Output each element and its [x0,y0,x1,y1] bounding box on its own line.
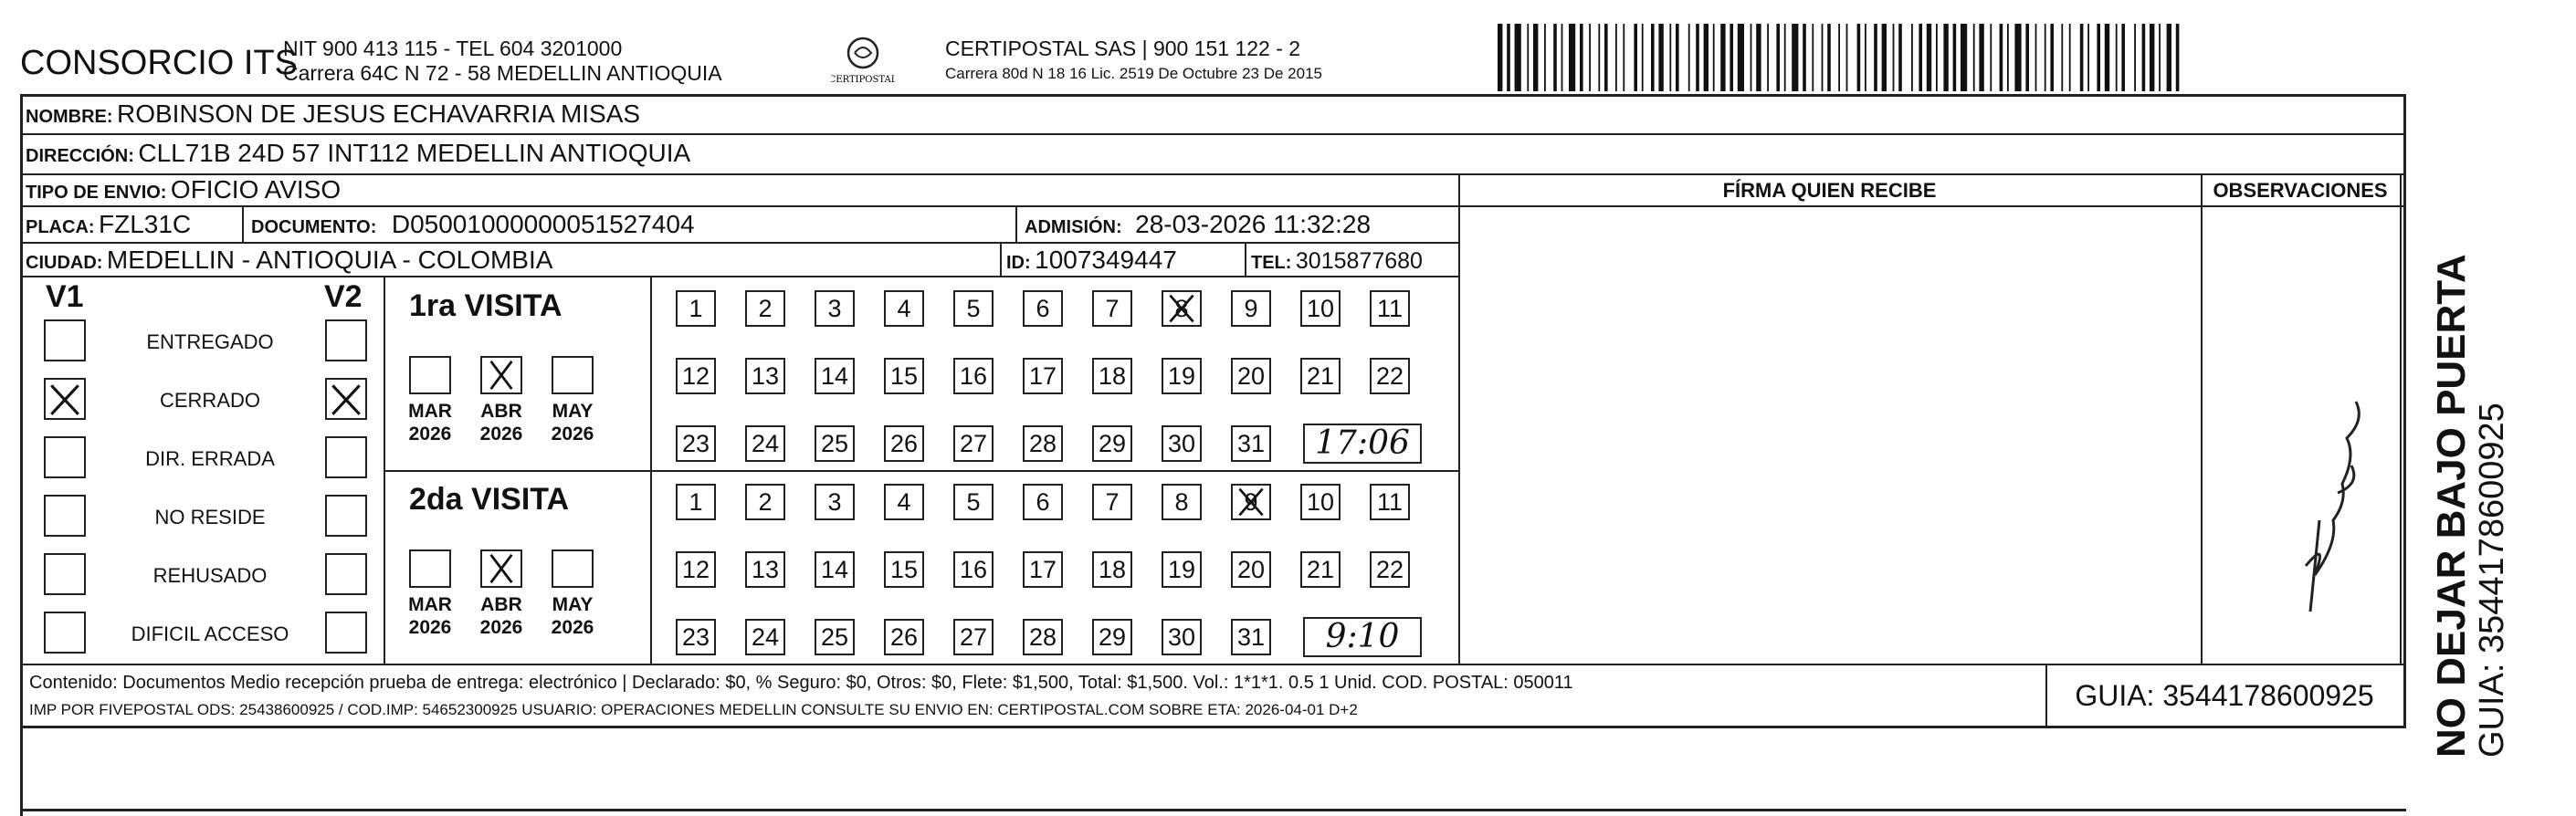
day-box[interactable] [1092,290,1132,327]
day-number: 9 [1244,488,1258,516]
visit2-title: 2da VISITA [409,482,570,517]
day-number: 7 [1105,295,1120,322]
day-number: 28 [1028,430,1057,457]
day-box[interactable] [815,358,855,394]
day-box[interactable] [745,619,785,655]
day-box[interactable] [1370,290,1410,327]
day-box[interactable] [1370,551,1410,588]
day-x-mark [1163,292,1200,325]
day-number: 29 [1098,430,1127,457]
visit1-title: 1ra VISITA [409,288,563,323]
month-checkbox[interactable] [480,356,522,394]
day-number: 27 [959,430,988,457]
day-box[interactable] [884,619,924,655]
check-x-mark [46,380,84,418]
day-number: 8 [1174,295,1189,322]
month-name: ABR [480,594,522,615]
day-number: 22 [1375,556,1404,583]
side-guia-number: GUIA: 3544178600925 [2473,403,2511,758]
day-box[interactable] [1023,484,1063,520]
day-box[interactable] [1162,551,1202,588]
day-box[interactable] [815,551,855,588]
day-box[interactable] [1023,619,1063,655]
day-number: 23 [681,623,710,651]
day-number: 21 [1306,362,1335,390]
month-year: 2026 [551,424,594,445]
guia-box: GUIA: 3544178600925 [2075,679,2374,712]
day-box[interactable] [745,484,785,520]
status-label: REHUSADO [152,564,268,587]
status-v1-checkbox[interactable] [44,612,86,654]
tel-value: 3015877680 [1295,248,1423,274]
admision-label: ADMISIÓN: [1025,217,1122,237]
day-number: 5 [966,488,981,516]
month-name: MAY [552,401,594,422]
lower-frame-bottom [20,809,2406,811]
month-checkbox[interactable] [552,549,594,588]
day-box[interactable] [1092,425,1132,462]
month-year: 2026 [479,424,523,445]
no-dejar-bajo-puerta: NO DEJAR BAJO PUERTA [2429,254,2474,758]
nombre-value: ROBINSON DE JESUS ECHAVARRIA MISAS [117,99,641,128]
day-number: 24 [751,623,780,651]
day-box[interactable] [953,425,994,462]
day-box[interactable] [1092,484,1132,520]
tipo-envio-row [26,175,341,204]
day-number: 20 [1236,362,1266,390]
month-label [471,400,531,445]
day-box[interactable] [1023,425,1063,462]
certipostal-logo [831,35,895,88]
day-number: 15 [889,362,919,390]
status-label: CERRADO [159,389,260,412]
documento-row [251,210,695,239]
month-label [542,400,603,445]
direccion-value: CLL71B 24D 57 INT112 MEDELLIN ANTIOQUIA [138,139,691,167]
admision-value: 28-03-2026 11:32:28 [1135,210,1372,238]
admision-row [1025,210,1371,239]
check-x-mark [482,358,520,392]
direccion-row [26,139,690,168]
day-number: 13 [751,362,780,390]
day-box[interactable] [1162,619,1202,655]
day-box[interactable] [884,290,924,327]
day-box[interactable] [1023,551,1063,588]
day-number: 19 [1167,362,1196,390]
day-number: 10 [1306,488,1335,516]
day-number: 11 [1376,488,1404,516]
status-v2-checkbox[interactable] [325,553,367,595]
day-box[interactable] [815,484,855,520]
day-number: 3 [827,488,842,516]
day-box[interactable] [1231,551,1271,588]
month-checkbox[interactable] [480,549,522,588]
status-v2-checkbox[interactable] [325,612,367,654]
day-number: 16 [959,362,988,390]
day-number: 4 [897,488,911,516]
day-box[interactable] [1092,619,1132,655]
day-number: 3 [827,295,842,322]
status-label: DIR. ERRADA [145,447,275,470]
day-number: 5 [966,295,981,322]
month-checkbox[interactable] [552,356,594,394]
day-number: 16 [959,556,988,583]
day-box[interactable] [1092,551,1132,588]
day-box[interactable] [1023,290,1063,327]
certipostal-nit: CERTIPOSTAL SAS | 900 151 122 - 2 [945,37,1301,60]
month-checkbox[interactable] [409,549,451,588]
day-box[interactable] [676,425,716,462]
day-box[interactable] [745,290,785,327]
day-box[interactable] [676,358,716,394]
day-number: 31 [1236,430,1266,457]
day-box[interactable] [676,290,716,327]
day-x-mark [1233,486,1269,518]
month-year: 2026 [479,617,523,638]
day-number: 22 [1375,362,1404,390]
day-box[interactable] [1023,358,1063,394]
day-number: 12 [681,556,710,583]
day-box[interactable] [676,484,716,520]
day-box[interactable] [1231,484,1271,520]
day-box[interactable] [884,551,924,588]
id-value: 1007349447 [1035,246,1177,274]
day-number: 30 [1167,430,1196,457]
company-address: Carrera 64C N 72 - 58 MEDELLIN ANTIOQUIA [283,61,722,85]
nombre-row [26,99,640,129]
month-year: 2026 [408,424,452,445]
certipostal-license: Carrera 80d N 18 16 Lic. 2519 De Octubre 23 De 2015 [945,65,1322,82]
day-number: 2 [758,488,773,516]
day-box[interactable] [1300,484,1341,520]
status-v1-checkbox[interactable] [44,553,86,595]
status-v2-checkbox[interactable] [325,495,367,537]
tel-row [1251,248,1423,275]
day-number: 25 [820,430,849,457]
day-box[interactable] [953,551,994,588]
day-box[interactable] [1370,484,1410,520]
status-v1-checkbox[interactable] [44,319,86,361]
month-name: MAY [552,594,594,615]
day-box[interactable] [745,551,785,588]
v1-label: V1 [46,279,84,314]
day-box[interactable] [676,551,716,588]
day-box[interactable] [1300,551,1341,588]
day-box[interactable] [1162,425,1202,462]
month-checkbox[interactable] [409,356,451,394]
status-v1-checkbox[interactable] [44,436,86,478]
check-x-mark [482,551,520,586]
month-year: 2026 [408,617,452,638]
day-number: 6 [1036,488,1050,516]
nombre-label: NOMBRE: [26,107,113,127]
visit-time: 9:10 [1303,617,1422,657]
day-number: 23 [681,430,710,457]
day-box[interactable] [1162,484,1202,520]
day-number: 30 [1167,623,1196,651]
day-number: 7 [1105,488,1120,516]
status-v2-checkbox[interactable] [325,319,367,361]
month-name: ABR [480,401,522,422]
day-box[interactable] [1162,290,1202,327]
day-number: 11 [1376,295,1404,322]
id-label: ID: [1006,253,1031,273]
day-number: 25 [820,623,849,651]
month-label [400,400,460,445]
company-name: CONSORCIO ITS [20,44,299,82]
barcode [1498,24,2182,91]
day-number: 26 [889,623,919,651]
placa-value: FZL31C [99,210,192,238]
status-v1-checkbox[interactable] [44,378,86,420]
day-number: 10 [1306,295,1335,322]
day-number: 14 [820,362,849,390]
day-box[interactable] [745,358,785,394]
day-number: 17 [1028,556,1057,583]
company-nit: NIT 900 413 115 - TEL 604 3201000 [283,37,623,60]
tipo-label: TIPO DE ENVIO: [26,183,167,203]
day-box[interactable] [953,484,994,520]
day-number: 29 [1098,623,1127,651]
month-year: 2026 [551,617,594,638]
day-box[interactable] [676,619,716,655]
footer-imp-line: IMP POR FIVEPOSTAL ODS: 25438600925 / COD.IMP: 54652300925 USUARIO: OPERACIONES MEDELLIN CONSULTE SU ENVIO EN: CERTIPOSTAL.COM SOBRE ETA: 2026-04-01 D+2 [29,701,1358,718]
day-box[interactable] [1231,358,1271,394]
day-number: 28 [1028,623,1057,651]
day-box[interactable] [953,358,994,394]
day-number: 1 [689,488,703,516]
day-box[interactable] [1162,358,1202,394]
direccion-label: DIRECCIÓN: [26,146,134,166]
ciudad-label: CIUDAD: [26,253,103,273]
day-box[interactable] [1231,619,1271,655]
month-label [542,593,603,639]
footer-contenido: Contenido: Documentos Medio recepción prueba de entrega: electrónico | Declarado: $0, % Seguro: $0, Otros: $0, Flete: $1,500, Total: $1,500. Vol.: 1*1*1. 0.5 1 Unid. COD. POSTAL: 050011 [29,673,1573,693]
signature-header: FÍRMA QUIEN RECIBE [1722,179,1937,202]
month-name: MAR [408,594,452,615]
day-box[interactable] [884,425,924,462]
day-number: 8 [1174,488,1189,516]
documento-value: D05001000000051527404 [391,210,695,238]
logo-text: CERTIPOSTAL [831,75,895,85]
tipo-value: OFICIO AVISO [170,175,342,204]
day-number: 18 [1098,362,1127,390]
day-number: 6 [1036,295,1050,322]
day-number: 9 [1244,295,1258,322]
day-box[interactable] [1231,290,1271,327]
id-row [1006,246,1177,275]
observations-header: OBSERVACIONES [2213,179,2388,202]
day-number: 19 [1167,556,1196,583]
day-box[interactable] [815,425,855,462]
recipient-signature [2255,383,2383,621]
day-number: 18 [1098,556,1127,583]
v2-label: V2 [324,279,363,314]
documento-label: DOCUMENTO: [251,217,377,237]
month-label [471,593,531,639]
day-box[interactable] [884,358,924,394]
day-box[interactable] [1300,358,1341,394]
month-label [400,593,460,639]
placa-row [26,210,191,239]
day-box[interactable] [815,619,855,655]
lower-frame-left [20,728,23,816]
day-box[interactable] [1092,358,1132,394]
ciudad-row [26,246,552,275]
tel-label: TEL: [1251,253,1292,273]
day-box[interactable] [1300,290,1341,327]
status-label: DIFICIL ACCESO [131,622,289,645]
day-box[interactable] [1231,425,1271,462]
day-number: 21 [1306,556,1335,583]
day-number: 20 [1236,556,1266,583]
day-box[interactable] [953,290,994,327]
day-number: 14 [820,556,849,583]
placa-label: PLACA: [26,217,95,237]
day-number: 12 [681,362,710,390]
day-number: 15 [889,556,919,583]
check-x-mark [327,380,365,418]
day-number: 4 [897,295,911,322]
status-label: NO RESIDE [154,506,266,528]
day-number: 27 [959,623,988,651]
month-name: MAR [408,401,452,422]
day-box[interactable] [953,619,994,655]
day-box[interactable] [1370,358,1410,394]
day-box[interactable] [745,425,785,462]
day-number: 1 [689,295,703,322]
day-number: 13 [751,556,780,583]
day-number: 2 [758,295,773,322]
ciudad-value: MEDELLIN - ANTIOQUIA - COLOMBIA [106,246,553,274]
day-number: 24 [751,430,780,457]
day-number: 26 [889,430,919,457]
status-v2-checkbox[interactable] [325,436,367,478]
day-box[interactable] [815,290,855,327]
day-number: 31 [1236,623,1266,651]
status-v2-checkbox[interactable] [325,378,367,420]
day-box[interactable] [884,484,924,520]
visit-time: 17:06 [1303,424,1422,464]
status-v1-checkbox[interactable] [44,495,86,537]
status-label: ENTREGADO [146,330,274,353]
day-number: 17 [1028,362,1057,390]
